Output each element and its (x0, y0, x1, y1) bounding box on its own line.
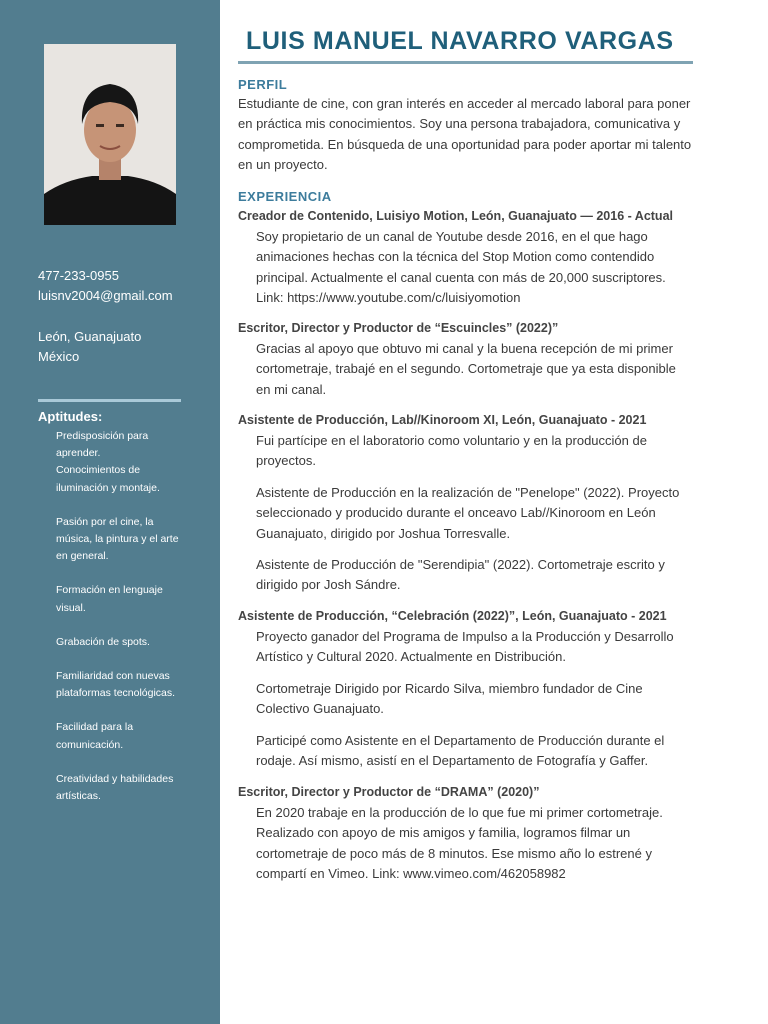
profile-title: PERFIL (238, 77, 288, 92)
job-heading: Asistente de Producción, “Celebración (2022)”, León, Guanajuato - 2021 (238, 609, 667, 623)
job-heading: Creador de Contenido, Luisiyo Motion, León, Guanajuato — 2016 - Actual (238, 209, 673, 223)
skill-item: Grabación de spots. (56, 635, 150, 648)
job-paragraph: Participé como Asistente en el Departamento de Producción durante el rodaje. Así mismo, asistí en el Departamento de Fotografía y Gaffer. (256, 733, 665, 769)
sidebar (0, 0, 220, 1024)
job-heading: Escritor, Director y Productor de “Escuincles” (2022)” (238, 321, 559, 335)
skills-title: Aptitudes: (38, 409, 103, 424)
sidebar-divider (38, 399, 181, 402)
job-paragraph: Asistente de Producción de "Serendipia" (2022). Cortometraje escrito y dirigido por Josh Sándre. (256, 557, 665, 593)
job-paragraph: En 2020 trabaje en la producción de lo que fue mi primer cortometraje. Realizado con apoyo de mis amigos y familia, logramos filmar un cortometraje de poco más de 8 minutos. Ese mismo año lo estrené y compartí en Vimeo. Link: www.vimeo.com/462058982 (256, 805, 663, 882)
contact-email[interactable]: luisnv2004@gmail.com (38, 288, 173, 303)
job-paragraph: Soy propietario de un canal de Youtube desde 2016, en el que hago animaciones hechas con la técnica del Stop Motion como contendido principal. Actualmente el canal cuenta con más de 20,000 suscriptores. Link: https://www.youtube.com/c/luisiyomotion (256, 229, 666, 306)
job-heading: Asistente de Producción, Lab//Kinoroom XI, León, Guanajuato - 2021 (238, 413, 647, 427)
person-portrait-icon (44, 44, 176, 225)
profile-text: Estudiante de cine, con gran interés en acceder al mercado laboral para poner en práctica mis conocimientos. Soy una persona trabajadora, comunicativa y comprometida. En búsqueda de una oportunidad para poder aportar mi talento en un proyecto. (238, 96, 692, 173)
skill-item: Creatividad y habilidades artísticas. (56, 772, 174, 803)
job-paragraph: Proyecto ganador del Programa de Impulso a la Producción y Desarrollo Artístico y Cultural 2020. Actualmente en Distribución. (256, 629, 674, 665)
skill-item: Familiaridad con nuevas plataformas tecnológicas. (56, 670, 176, 700)
job-paragraph: Cortometraje Dirigido por Ricardo Silva, miembro fundador de Cine Colectivo Guanajuato. (256, 681, 643, 717)
contact-city: León, Guanajuato (38, 329, 142, 344)
job-paragraph: Asistente de Producción en la realización de "Penelope" (2022). Proyecto seleccionado y producido durante el onceavo Lab//Kinoroom en León Guanajuato, dirigido por Joshua Torresvalle. (256, 485, 680, 541)
skill-item: Facilidad para la comunicación. (56, 721, 134, 751)
contact-phone: 477-233-0955 (38, 268, 119, 283)
page-title: LUIS MANUEL NAVARRO VARGAS (246, 27, 674, 55)
skill-item: Predisposición para aprender. (56, 430, 149, 460)
profile-photo (44, 44, 176, 225)
job-paragraph: Gracias al apoyo que obtuvo mi canal y la buena recepción de mi primer cortometraje, trabajé en el segundo. Cortometraje que ya esta disponible en mi canal. (256, 341, 676, 397)
contact-country: México (38, 349, 80, 364)
skills-list (56, 428, 186, 822)
experience-title: EXPERIENCIA (238, 189, 332, 204)
job-heading: Escritor, Director y Productor de “DRAMA” (2020)” (238, 785, 540, 799)
skill-item: Pasión por el cine, la música, la pintura y el arte en general. (56, 515, 179, 563)
title-divider (238, 61, 693, 64)
job-paragraph: Fui partícipe en el laboratorio como voluntario y en la producción de proyectos. (256, 433, 647, 469)
skill-item: Formación en lenguaje visual. (56, 584, 163, 614)
skill-item: Conocimientos de iluminación y montaje. (56, 464, 160, 494)
